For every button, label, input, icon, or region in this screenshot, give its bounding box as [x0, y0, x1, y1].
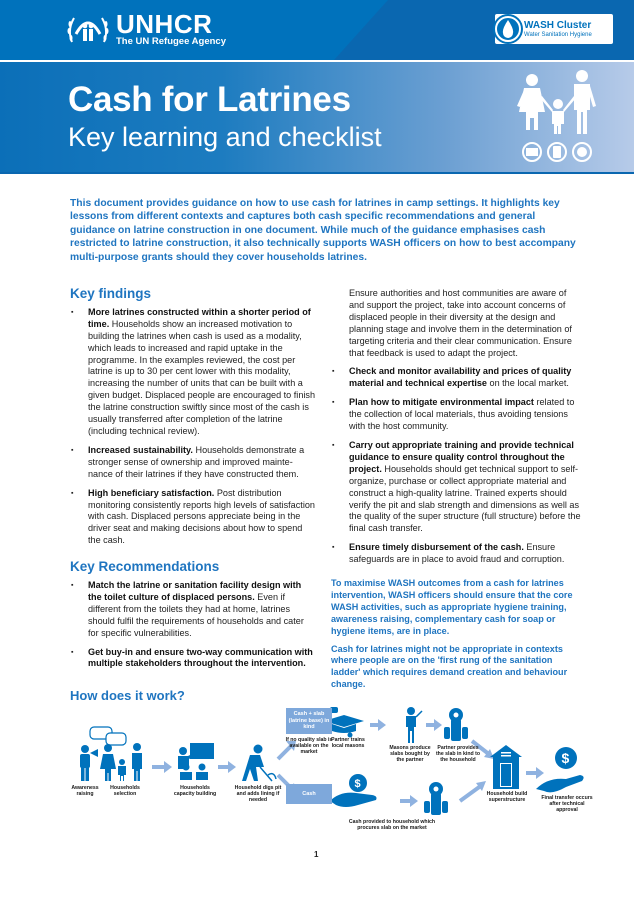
- org-tagline: The UN Refugee Agency: [116, 36, 226, 47]
- key-findings-heading: Key findings: [70, 286, 152, 301]
- digging-person-icon: [242, 745, 276, 782]
- cash-plus-slab-box: Cash + slab (latrine base) in kind: [286, 708, 332, 734]
- mason-person-icon: [406, 707, 422, 743]
- label-partner-trains: Partner trains local masons: [331, 737, 365, 750]
- page-title: Cash for Latrines: [68, 80, 351, 119]
- label-awareness: Awareness raising: [71, 785, 99, 798]
- more-recommendations-list: [331, 366, 581, 566]
- key-recommendations-heading: Key Recommendations: [70, 559, 220, 575]
- money-hand-icon: [330, 774, 377, 807]
- recommendation-item: [331, 397, 581, 433]
- arrow-icon: [460, 785, 482, 801]
- recommendation-item: [70, 580, 315, 640]
- recommendation-continuation: Ensure authorities and host communities are aware of and support the project, take into account concerns of displaced people in their diversity at the design and planning stage and involve them in the determination of targeting criteria and their clear communication. Ensure that feedback is used to adapt the project.: [349, 288, 572, 358]
- recommendation-bold: Carry out appropriate training and provide technical guidance to ensure quality control throughout the project.: [349, 439, 574, 474]
- wash-cluster-logo: [495, 14, 613, 44]
- org-name: UNHCR: [116, 9, 213, 39]
- cash-box: Cash: [286, 784, 332, 804]
- label-no-slab: If no quality slab is available on the market: [285, 737, 333, 756]
- latrine-building-icon: [490, 745, 522, 789]
- label-cash-provided: Cash provided to household which procures slab on the market: [348, 819, 436, 832]
- how-it-works-heading: How does it work?: [70, 688, 185, 703]
- label-final-transfer: Final transfer occurs after technical approval: [541, 795, 593, 814]
- recommendation-text: Ensure safeguards are in place to avoid fraud and corruption.: [349, 542, 565, 565]
- recommendation-bold: Plan how to mitigate environmental impact: [349, 397, 534, 408]
- recommendation-item: [331, 366, 581, 390]
- recommendation-bold: Check and monitor availability and prices of quality material and technical expertise: [349, 366, 572, 389]
- recommendation-item: [331, 440, 581, 535]
- finding-text: Post distribution monitoring consistently reports high levels of satisfaction with cash. Displaced persons appreciate being in the driver seat and making decisions about how to spend the cash.: [88, 487, 315, 546]
- unhcr-emblem-icon: [66, 12, 110, 48]
- recommendation-item: [331, 542, 581, 566]
- water-drop-icon: [492, 13, 524, 45]
- hero-divider: [0, 172, 634, 174]
- label-partner-provides: Partner provides the slab in kind to the household: [435, 745, 481, 764]
- recommendation-text: related to the collection of local materials, thus avoiding tensions with the host community.: [349, 397, 575, 432]
- finding-bold: High beneficiary satisfaction.: [88, 487, 215, 498]
- recommendation-bold: Get buy-in and ensure two-way communication with multiple stakeholders throughout the intervention.: [88, 646, 313, 669]
- finding-text: Households demonstrate a stronger sense of ownership and improved mainte-nance of their latrines if they have constructed them.: [88, 444, 305, 479]
- family-icon: [512, 68, 602, 168]
- label-selection: Households selection: [110, 785, 140, 798]
- label-capacity: Households capacity building: [173, 785, 217, 798]
- speech-bubbles-icon: [90, 727, 126, 745]
- svg-text:$: $: [561, 750, 570, 766]
- arrow-icon: [526, 767, 544, 779]
- callout-paragraph: To maximise WASH outcomes from a cash for latrines intervention, WASH officers should ensure that the core WASH activities, such as appropriate hygiene training, awareness raising, complementary cash for soap or hygiene items, are in place.: [331, 578, 573, 636]
- process-diagram: [60, 705, 634, 845]
- finding-bold: More latrines constructed within a shorter period of time.: [88, 306, 311, 329]
- training-board-icon: [178, 743, 214, 780]
- arrow-icon: [218, 761, 236, 773]
- header-bar: [0, 0, 634, 60]
- callout-paragraph: Cash for latrines might not be appropriate in contexts where people are on the 'first rung of the sanitation ladder' which requires demand creation and behaviour change.: [331, 643, 568, 690]
- finding-text: Households show an increased motivation to building the latrines when cash is used as a modality, which leads to increased and rapid uptake in the programme. In the examples reviewed, the cost per latrine is up to 30 per cent lower with this modality, increasing the number of units that can be built with a given budget. Displaced people are encouraged to finish the latrine construction swiftly since most of the cash is usually transferred after completion of the latrine (including technical review).: [88, 318, 315, 436]
- arrow-icon: [152, 761, 172, 773]
- arrow-icon: [426, 719, 442, 731]
- partner-tagline: Water Sanitation Hygiene: [524, 31, 592, 38]
- label-superstructure: Household build superstructure: [486, 791, 528, 804]
- recommendation-bold: Match the latrine or sanitation facility design with the toilet culture of displaced persons.: [88, 580, 302, 602]
- callout-box: [331, 578, 581, 691]
- right-column: [331, 288, 581, 697]
- finding-item: [70, 307, 315, 438]
- finding-item: [70, 488, 315, 548]
- recommendation-text: Households should get technical support to self-organize, purchase or collect appropriate material and construct a high-quality latrine. Trained experts should verify the pit and slab strength and dimensions as well as the quality of the super structure (full structure) before the final cash transfer.: [349, 463, 581, 534]
- megaphone-person-icon: [80, 745, 98, 781]
- unhcr-logo: [66, 9, 226, 48]
- label-masons: Masons produce slabs bought by the partner: [389, 745, 431, 764]
- finding-item: [70, 445, 315, 481]
- recommendation-item: [70, 647, 315, 671]
- partner-name: WASH Cluster: [524, 19, 592, 31]
- finding-bold: Increased sustainability.: [88, 444, 193, 455]
- recommendation-bold: Ensure timely disbursement of the cash.: [349, 542, 524, 553]
- page-subtitle: Key learning and checklist: [68, 122, 382, 152]
- recommendation-text: Even if different from the toilets they had at home, latrines should fulfil the requirements of households and cater for specific vulnerabilities.: [88, 591, 304, 638]
- intro-paragraph: This document provides guidance on how to use cash for latrines in camp settings. It highlights key lessons from different contexts and captures both cash specific recommendations and general guidance on latrine construction in one document. While much of the guidance emphasises cash restricted to latrine construction, it also technically supports WASH officers on how to best accompany multi-purpose grants should they cover households latrines.: [70, 198, 576, 263]
- label-digs: Household digs pit and adds lining if needed: [234, 785, 282, 804]
- household-family-icon: [100, 743, 142, 781]
- latrine-slab-icon: [424, 782, 448, 815]
- page-number: 1: [314, 850, 319, 859]
- arrow-icon: [400, 795, 418, 807]
- key-recommendations-list: [70, 580, 315, 670]
- key-findings-list: [70, 307, 315, 547]
- latrine-slab-icon: [444, 708, 468, 741]
- arrow-icon: [370, 719, 386, 731]
- hero-banner: [0, 62, 634, 172]
- recommendation-text: on the local market.: [486, 378, 569, 389]
- final-payment-icon: [536, 747, 584, 792]
- left-column: [70, 288, 315, 677]
- svg-text:$: $: [354, 778, 361, 790]
